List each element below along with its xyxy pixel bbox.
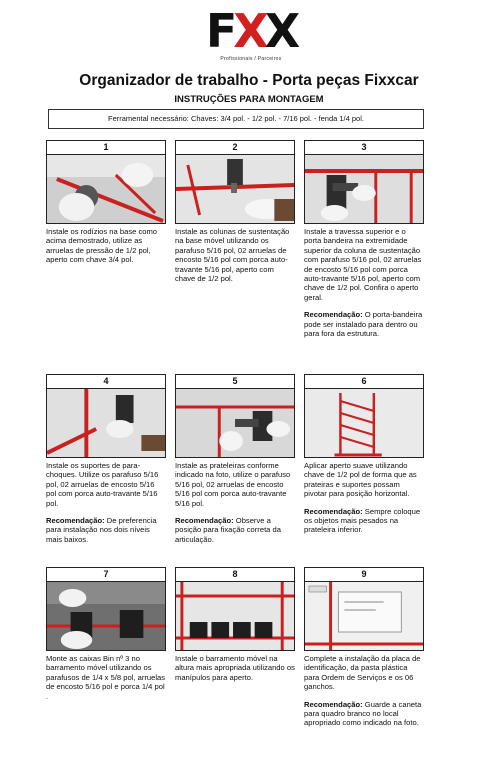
step-5 bbox=[175, 374, 295, 544]
step-number: 4 bbox=[46, 374, 166, 389]
page-subtitle: INSTRUÇÕES PARA MONTAGEM bbox=[174, 94, 324, 105]
step-recommendation bbox=[304, 310, 424, 338]
recommendation-label: Recomendação: bbox=[46, 516, 105, 526]
step-number: 9 bbox=[304, 567, 424, 582]
step-number: 5 bbox=[175, 374, 295, 389]
step-photo bbox=[46, 155, 166, 224]
step-photo bbox=[175, 582, 295, 651]
step-text: Instale as prateleiras conforme indicado na foto, utilize o parafuso 5/16 pol, 02 arruelas de encosto 5/16 pol com porca auto-travante 5/16 pol. bbox=[175, 461, 291, 508]
step-recommendation bbox=[175, 516, 295, 544]
step-number: 1 bbox=[46, 140, 166, 155]
step-photo bbox=[46, 582, 166, 651]
step-text: Instale a travessa superior e o porta bandeira na extremidade superior da coluna de sustentação com parafuso 5/16 pol, 02 arruelas de encosto 5/16 pol com porca auto-travante 5/16 pol, aperto com chave de 1/2 pol. Confira o aperto geral. bbox=[304, 227, 422, 302]
step-text: Aplicar aperto suave utilizando chave de 1/2 pol de forma que as prateiras e suportes possam pivotar para posição horizontal. bbox=[304, 461, 417, 499]
step-photo bbox=[304, 582, 424, 651]
step-8 bbox=[175, 567, 295, 682]
recommendation-label: Recomendação: bbox=[304, 699, 363, 709]
recommendation-text: Observe a posição para fixação correta da articulação. bbox=[175, 516, 281, 544]
step-photo bbox=[175, 389, 295, 458]
tools-box: Ferramental necessário: Chaves: 3/4 pol. - 1/2 pol. - 7/16 pol. - fenda 1/4 pol. bbox=[48, 109, 424, 129]
recommendation-label: Recomendação: bbox=[304, 310, 363, 320]
step-text: Complete a instalação da placa de identificação, da pasta plástica para Ordem de Serviços e os 06 ganchos. bbox=[304, 654, 421, 692]
step-number: 3 bbox=[304, 140, 424, 155]
step-3 bbox=[304, 140, 424, 338]
step-recommendation bbox=[304, 700, 424, 728]
brand-logo bbox=[205, 4, 297, 74]
step-2 bbox=[175, 140, 295, 283]
step-photo bbox=[46, 389, 166, 458]
step-photo bbox=[304, 389, 424, 458]
step-number: 6 bbox=[304, 374, 424, 389]
page-title: Organizador de trabalho - Porta peças Fixxcar bbox=[79, 72, 419, 89]
step-9 bbox=[304, 567, 424, 728]
recommendation-text: O porta-bandeira pode ser instalado para dentro ou para fora da estrutura. bbox=[304, 310, 423, 339]
step-text: Instale os rodízios na base como acima demostrado, utilize as arruelas de pressão de 1/2 pol, aperto com chave 3/4 pol. bbox=[46, 227, 158, 265]
step-photo bbox=[175, 155, 295, 224]
recommendation-text: Sempre coloque os objetos mais pesados na prateleira inferior. bbox=[304, 506, 421, 535]
step-text: Instale os suportes de para-choques. Utilize os parafuso 5/16 pol, 02 arruelas de encosto 5/16 pol com porca auto-travante 5/16 pol. bbox=[46, 461, 159, 508]
step-4 bbox=[46, 374, 166, 544]
step-photo bbox=[304, 155, 424, 224]
step-text: Monte as caixas Bin nº 3 no barramento móvel utilizando os parafusos de 1/4 x 5/8 pol, arruelas de encosto 5/16 pol e porca 1/4 pol . bbox=[46, 654, 166, 701]
brand-tagline: Profissionais / Parceiros bbox=[220, 56, 282, 62]
recommendation-text: Guarde a caneta para quadro branco no local apropriado como indicado na foto. bbox=[304, 699, 422, 728]
step-recommendation bbox=[46, 516, 166, 544]
recommendation-label: Recomendação: bbox=[175, 516, 234, 526]
step-text: Instale as colunas de sustentação na base móvel utilizando os parafuso 5/16 pol, 02 arruelas de encosto 5/16 pol com porca auto-travante 5/16 pol, aperto com chave de 1/2 pol. bbox=[175, 227, 290, 284]
step-recommendation bbox=[304, 507, 424, 535]
step-number: 8 bbox=[175, 567, 295, 582]
step-1 bbox=[46, 140, 166, 265]
recommendation-text: De preferencia para instalação nos dois níveis mais baixos. bbox=[46, 516, 157, 544]
recommendation-label: Recomendação: bbox=[304, 506, 363, 516]
step-6 bbox=[304, 374, 424, 535]
step-7 bbox=[46, 567, 166, 701]
brand-mark: FXX bbox=[205, 4, 297, 58]
step-number: 2 bbox=[175, 140, 295, 155]
step-number: 7 bbox=[46, 567, 166, 582]
step-text: Instale o barramento móvel na altura mais apropriada utilizando os manípulos para aperto. bbox=[175, 654, 295, 682]
